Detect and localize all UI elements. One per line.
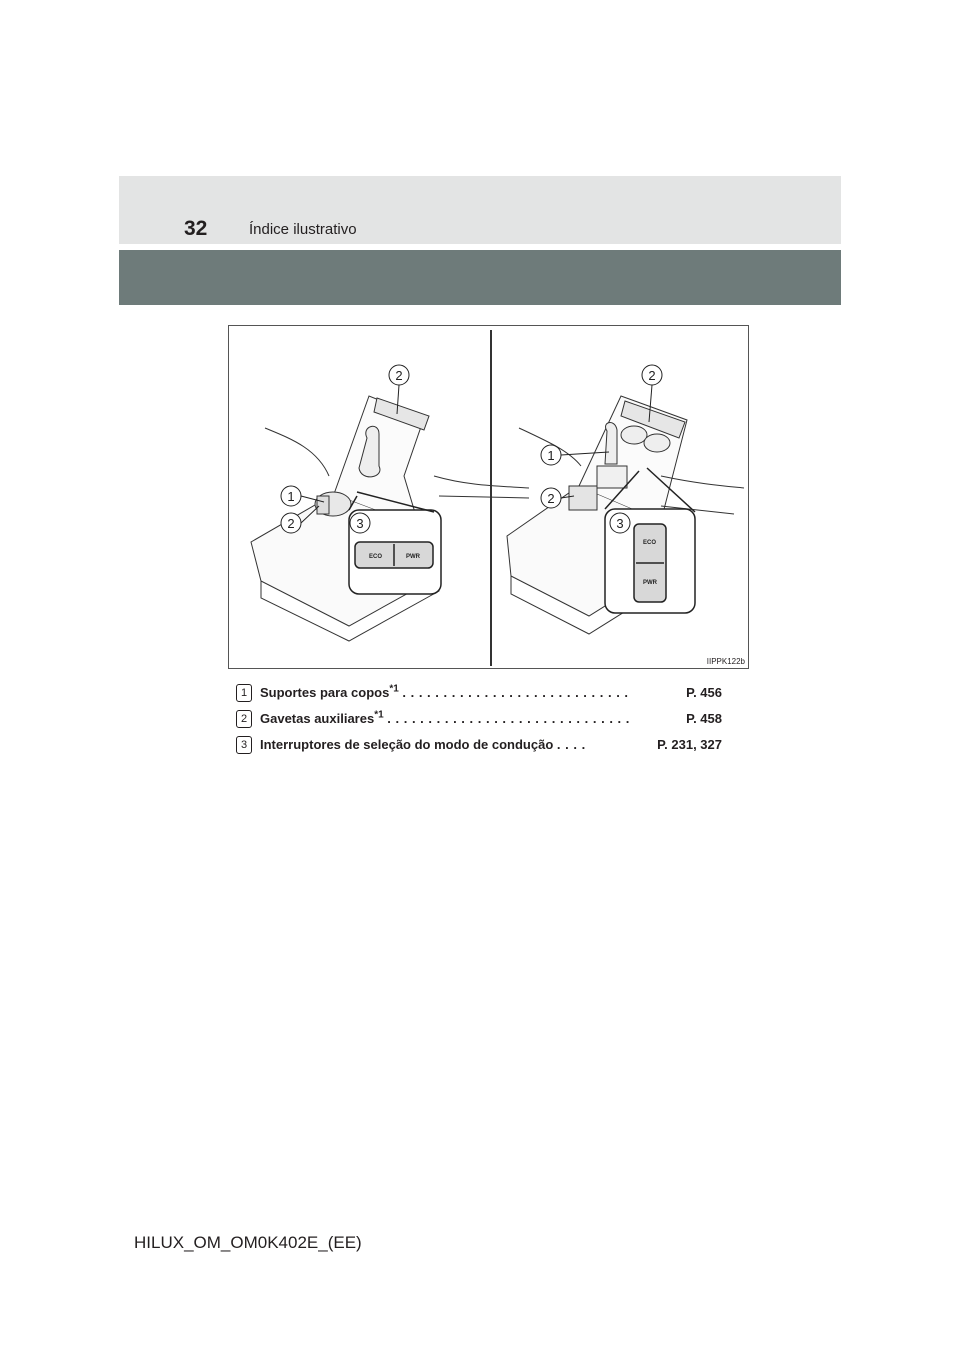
- callout-text-1a: 1: [287, 489, 295, 504]
- leader-dots: . . . . . . . . . . . . . . . . . . . . . . . . . . . . . .: [387, 711, 630, 726]
- callout-text-3a: 3: [356, 516, 364, 531]
- cup-holder-right-a: [621, 426, 647, 444]
- callout-text-1b: 1: [547, 448, 555, 463]
- eco-label-right: ECO: [643, 540, 657, 546]
- callout-text-2b: 2: [287, 516, 295, 531]
- callout-text-2d: 2: [547, 491, 555, 506]
- page-reference: P. 458: [686, 711, 722, 726]
- section-title: Índice ilustrativo: [249, 221, 357, 238]
- page-reference: P. 456: [686, 685, 722, 700]
- callout-text-2a: 2: [395, 368, 403, 383]
- figure-code: IIPPK122b: [706, 657, 745, 666]
- legend-number: 3: [236, 736, 252, 754]
- legend-label: [260, 706, 630, 732]
- console-drawing: [229, 326, 750, 670]
- title-bar: [119, 250, 841, 305]
- legend-item: [236, 732, 726, 758]
- legend-number: 1: [236, 684, 252, 702]
- callout-text-2c: 2: [648, 368, 656, 383]
- legend-list: [236, 680, 726, 758]
- page-reference: P. 231, 327: [657, 737, 722, 752]
- document-code: HILUX_OM_OM0K402E_(EE): [134, 1233, 362, 1252]
- legend-label-text: Suportes para copos: [260, 685, 390, 700]
- pwr-label-right: PWR: [643, 580, 657, 586]
- cup-holder-right-b: [644, 434, 670, 452]
- leader-dots: . . . .: [556, 737, 586, 752]
- legend-label: [260, 732, 586, 758]
- header-band: [119, 176, 841, 244]
- aux-box-right: [569, 486, 597, 510]
- legend-item: [236, 680, 726, 706]
- leader-dots: . . . . . . . . . . . . . . . . . . . . . . . . . . . .: [402, 685, 629, 700]
- console-illustration: [228, 325, 749, 669]
- eco-label-left: ECO: [369, 554, 383, 560]
- gear-selector-right: [605, 423, 617, 464]
- callout-text-3b: 3: [616, 516, 624, 531]
- footnote-marker: *1: [374, 709, 384, 721]
- legend-label: [260, 680, 629, 706]
- footnote-marker: *1: [389, 683, 399, 695]
- page-number: 32: [184, 217, 208, 240]
- legend-item: [236, 706, 726, 732]
- legend-label-text: Interruptores de seleção do modo de condução: [260, 737, 554, 752]
- dash-edge-left: [265, 428, 329, 476]
- legend-label-text: Gavetas auxiliares: [260, 711, 375, 726]
- pwr-label-left: PWR: [406, 554, 420, 560]
- legend-number: 2: [236, 710, 252, 728]
